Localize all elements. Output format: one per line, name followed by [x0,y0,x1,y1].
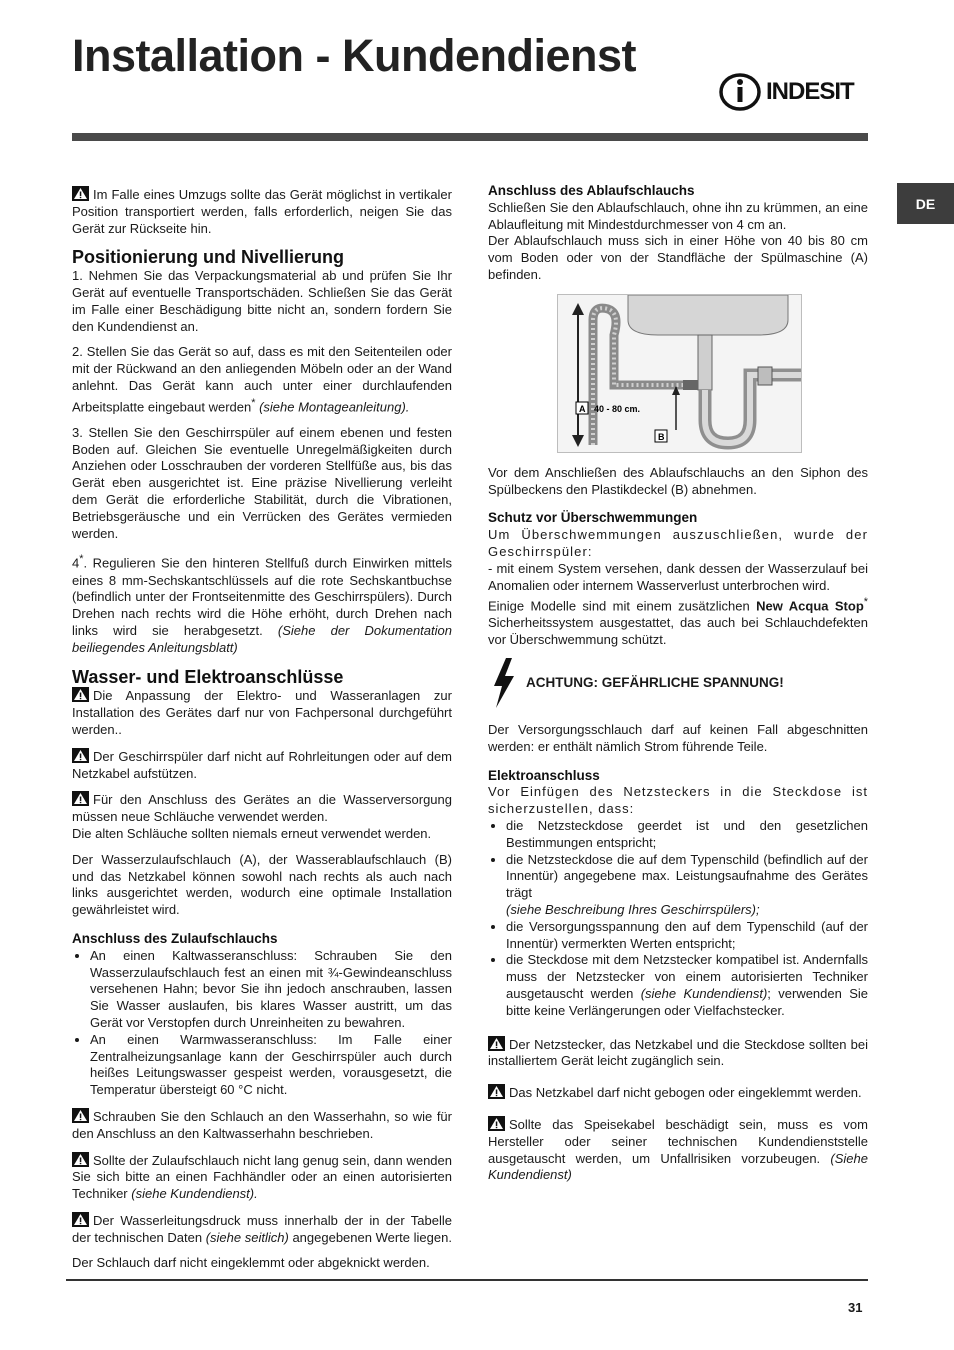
lightning-bolt-icon [488,658,518,708]
warning-paragraph: Für den Anschluss des Gerätes an die Wasserversorgung müssen neue Schläuche verwendet werden. Die alten Schläuche sollten niemals erneut verwendet werden. [72,792,452,841]
paragraph: Einige Modelle sind mit einem zusätzlichen New Acqua Stop* Sicherheitssystem ausgestattet, das auch bei Schlauchdefekten vor Überschwemmung schützt. [488,596,868,648]
footer-rule [66,1279,868,1281]
section-heading: Positionierung und Nivellierung [72,247,345,268]
warning-icon [72,186,89,201]
drain-hose-diagram [557,294,802,453]
indesit-logo [718,72,868,112]
paragraph: Um Überschwemmungen auszuschließen, wurde der Geschirrspüler: [488,527,868,559]
subsection-heading: Schutz vor Überschwemmungen [488,510,698,526]
left-column [72,186,452,1281]
warning-paragraph: Die Anpassung der Elektro- und Wasseranlagen zur Installation des Gerätes darf nur von Fachpersonal durchgeführt werden.. [72,688,452,737]
right-column [488,183,868,1193]
subsection-heading: Elektroanschluss [488,767,600,783]
paragraph: Der Ablaufschlauch muss sich in einer Höhe von 40 bis 80 cm vom Boden oder von der Standfläche der Spülmaschine (A) befinden. [488,233,868,282]
paragraph: Schließen Sie den Ablaufschlauch, ohne ihn zu krümmen, an eine Ablaufleitung mit Mindestdurchmesser von 4 cm an. [488,199,868,232]
warning-paragraph: Sollte der Zulaufschlauch nicht lang genug sein, dann wenden Sie sich bitte an einen Fachhändler oder an einen autorisierten Techniker (siehe Kundendienst). [72,1152,452,1202]
list-item: • die Steckdose mit dem Netzstecker kompatibel ist. Andernfalls muss der Netzstecker von einem autorisierten Techniker ausgetauscht werden (siehe Kundendienst); verwenden Sie bitte keine Verlängerungen oder Vielfachstecker. [506,952,868,1019]
warning-paragraph: Der Wasserleitungsdruck muss innerhalb der in der Tabelle der technischen Daten (siehe seitlich) angegebenen Werte liegen. [72,1212,452,1245]
paragraph: Der Wasserzulaufschlauch (A), der Wasserablaufschlauch (B) und das Netzkabel können sowohl nach rechts als auch nach links ausgerichtet werden, wodurch eine optimale Installation gewährleistet wird. [72,851,452,918]
warning-paragraph: Schrauben Sie den Schlauch an den Wasserhahn, so wie für den Anschluss an den Kaltwasserhahn beschrieben. [72,1108,452,1141]
list-item: • die Versorgungsspannung den auf dem Typenschild (auf der Innentür) vermerkten Werten entspricht; [506,919,868,953]
warning-icon [72,1108,89,1123]
paragraph: Der Versorgungsschlauch darf auf keinen Fall abgeschnitten werden: er enthält nämlich Strom führende Teile. [488,722,868,754]
list-item: • die Netzsteckdose die auf dem Typenschild (befindlich auf der Innentür) angegebene max. Leistungsaufnahme des Gerätes trägt (siehe Beschreibung Ihres Geschirrspülers); [506,852,868,919]
paragraph: 2. Stellen Sie das Gerät so auf, dass es mit den Seitenteilen oder mit der Rückwand an den anliegenden Möbeln oder an der Wand anlehnt. Das Gerät kann auch unter einer durchlaufenden Arbeitsplatte eingebaut werden* (siehe Montageanleitung). [72,344,452,415]
paragraph: Vor Einfügen des Netzsteckers in die Steckdose ist sicherzustellen, dass: [488,784,868,817]
warning-paragraph: Sollte das Speisekabel beschädigt sein, muss es vom Hersteller oder seiner technischen Kundendienststelle ausgetauscht werden, um Unfallrisiken vorzubeugen. (Siehe Kundendienst) [488,1117,868,1183]
page-title: Installation - Kundendienst [72,30,637,81]
page-number: 31 [848,1300,863,1315]
warning-icon [72,1152,89,1167]
subsection-heading: Anschluss des Zulaufschlauchs [72,930,278,946]
section-heading: Wasser- und Elektroanschlüsse [72,666,344,687]
label-b: B [658,431,665,442]
warning-paragraph: Der Netzstecker, das Netzkabel und die Steckdose sollten bei installiertem Gerät leicht zugänglich sein. [488,1036,868,1069]
warning-icon [488,1036,505,1051]
brand-name: INDESIT [766,78,854,105]
bullet-list [488,818,868,1020]
warning-icon [72,791,89,806]
brand-logo-icon [718,72,762,112]
paragraph: - mit einem System versehen, dank dessen der Wasserzulauf bei Anomalien oder internem Wasserverlust unterbrochen wird. [488,560,868,593]
warning-icon [488,1116,505,1131]
paragraph: 3. Stellen Sie den Geschirrspüler auf einem ebenen und festen Boden auf. Gleichen Sie eventuelle Unregelmäßigkeiten durch Anziehen oder Losschrauben der vorderen Stellfüße aus, bis das Gerät eben ausgerichtet ist. Eine präzise Nivellierung verleiht dem Gerät die erforderliche Stabilität, durch die Vibrationen, Betriebsgeräusche und ein Verrücken des Gerätes vermieden werden. [72,424,452,541]
language-tab: DE [897,183,954,224]
label-a: A [579,403,586,414]
warning-paragraph: Im Falle eines Umzugs sollte das Gerät möglichst in vertikaler Position transportiert werden, falls erforderlich, neigen Sie das Gerät zur Rückseite hin. [72,187,452,236]
drain-hose-illustration [558,295,801,452]
height-label: 40 - 80 cm. [594,403,641,414]
warning-icon [488,1084,505,1099]
paragraph: 1. Nehmen Sie das Verpackungsmaterial ab und prüfen Sie Ihr Gerät auf eventuelle Transportschäden. Schließen Sie das Gerät im Falle einer Beschädigung bitte nicht an, sondern fordern Sie den Kundendienst an. [72,268,452,334]
warning-icon [72,687,89,702]
paragraph: Vor dem Anschließen des Ablaufschlauchs an den Siphon des Spülbeckens den Plastikdeckel (B) abnehmen. [488,464,868,497]
warning-paragraph: Der Geschirrspüler darf nicht auf Rohrleitungen oder auf dem Netzkabel aufstützen. [72,748,452,781]
subsection-heading: Anschluss des Ablaufschlauchs [488,183,695,198]
header-rule [72,133,868,141]
paragraph: Der Schlauch darf nicht eingeklemmt oder abgeknickt werden. [72,1255,430,1271]
voltage-warning: ACHTUNG: GEFÄHRLICHE SPANNUNG! [488,658,868,708]
paragraph: 4*. Regulieren Sie den hinteren Stellfuß durch Einwirken mittels eines 8 mm-Sechskantschlüssels auf die rote Sechskantbuchse (befindlich unter der Frontseitenmitte des Geschirrspülers). Durch Drehen nach rechts wird die Höhe erhöht, durch Drehen nach links wird sie herabgesetzt. (Siehe der Dokumentation beiliegendes Anleitungsblatt) [72,553,452,655]
list-item: • die Netzsteckdose geerdet ist und den gesetzlichen Bestimmungen entspricht; [506,818,868,852]
bullet-list [72,948,452,1099]
warning-paragraph: Das Netzkabel darf nicht gebogen oder eingeklemmt werden. [488,1084,868,1102]
list-item: • An einen Warmwasseranschluss: Im Falle einer Zentralheizungsanlage kann der Geschirrspüler auch durch heißes Leitungswasser gespeist werden, vorausgesetzt, die Temperatur übersteigt 60 °C nicht. [90,1032,452,1099]
warning-icon [72,1212,89,1227]
warning-icon [72,748,89,763]
list-item: • An einen Kaltwasseranschluss: Schrauben Sie den Wasserzulaufschlauch fest an einen mit ¾-Gewindeanschluss versehenen Hahn; bevor Sie ihn jedoch anschrauben, lassen Sie Wasser auslaufen, bis klares Wasser austritt, um das Gerät vor Verstopfen durch Unreinheiten zu bewahren. [90,948,452,1032]
